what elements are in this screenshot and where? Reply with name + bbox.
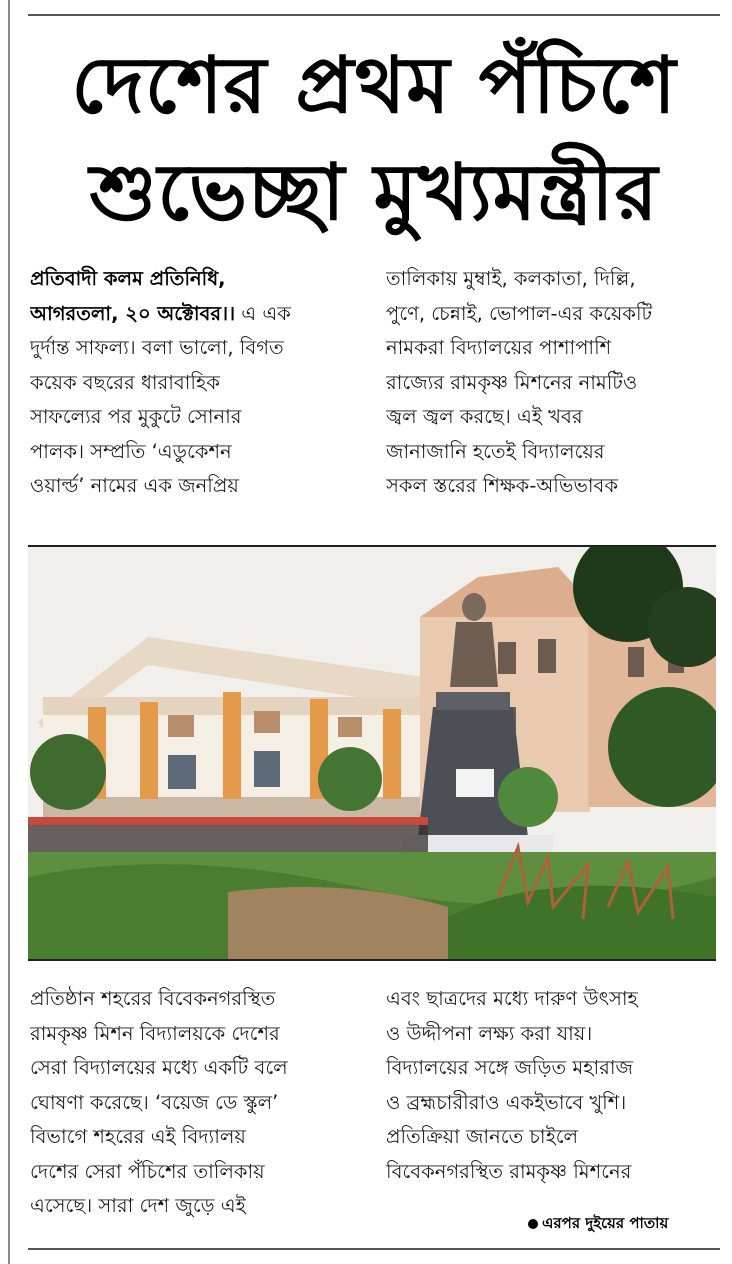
body-line: এ এক [235, 301, 291, 325]
left-margin-rule [8, 0, 10, 1264]
body-line: কয়েক বছরের ধারাবাহিক [30, 370, 220, 394]
body-line: প্রতিষ্ঠান শহরের বিবেকনগরস্থিত [30, 987, 276, 1010]
body-line: নামকরা বিদ্যালয়ের পাশাপাশি [386, 336, 612, 359]
column-bottom-left [30, 982, 366, 1224]
column-bottom-right [386, 982, 722, 1189]
photo-red-railing [28, 817, 428, 825]
body-line: রামকৃষ্ণ মিশন বিদ্যালয়কে দেশের [30, 1021, 280, 1045]
body-line: এসেছে। সারা দেশ জুড়ে এই [30, 1194, 246, 1217]
continuation-text: এরপর দুইয়ের পাতায় [542, 1214, 669, 1232]
body-line: জ্বল জ্বল করছে। এই খবর [386, 405, 583, 428]
body-line: ও উদ্দীপনা লক্ষ্য করা যায়। [386, 1021, 593, 1045]
body-line: ওয়ার্ল্ড’ নামের এক জনপ্রিয় [30, 474, 239, 497]
top-rule [28, 14, 720, 16]
body-line: ঘোষণা করেছে। ‘বয়েজ ডে স্কুল’ [30, 1090, 279, 1114]
body-line: সেরা বিদ্যালয়ের মধ্যে একটি বলে [30, 1056, 288, 1079]
headline-line-2: শুভেচ্ছা মুখ্যমন্ত্রীর [89, 148, 659, 238]
headline [28, 34, 720, 248]
body-line: এবং ছাত্রদের মধ্যে দারুণ উৎসাহ [386, 987, 638, 1010]
body-line: পুণে, চেন্নাই, ভোপাল-এর কয়েকটি [386, 301, 653, 325]
photo-fence [28, 822, 428, 852]
body-line: জানাজানি হতেই বিদ্যালয়ের [386, 439, 605, 463]
body-line: বিভাগে শহরের এই বিদ্যালয় [30, 1125, 246, 1148]
column-top-right [386, 262, 722, 504]
body-line: সাফল্যের পর মুকুটে সোনার [30, 405, 242, 428]
article-photo [28, 545, 716, 961]
byline-place-line [30, 297, 366, 332]
byline-place-date: আগরতলা, ২০ অক্টোবর।। [30, 301, 236, 325]
body-line: সকল স্তরের শিক্ষক-অভিভাবক [386, 474, 619, 497]
headline-line-1: দেশের প্রথম পঁচিশে [71, 41, 677, 131]
body-line: বিদ্যালয়ের সঙ্গে জড়িত মহারাজ [386, 1056, 633, 1079]
body-line: দুর্দান্ত সাফল্য। বলা ভালো, বিগত [30, 336, 284, 359]
column-top-left [30, 262, 366, 504]
body-line: প্রতিক্রিয়া জানতে চাইলে [386, 1125, 579, 1148]
continuation-note [528, 1212, 668, 1237]
body-line: রাজ্যের রামকৃষ্ণ মিশনের নামটিও [386, 370, 638, 394]
bottom-rule [28, 1248, 720, 1250]
body-line: ও ব্রহ্মচারীরাও একইভাবে খুশি। [386, 1090, 627, 1114]
body-line: দেশের সেরা পঁচিশের তালিকায় [30, 1159, 265, 1183]
body-line: বিবেকনগরস্থিত রামকৃষ্ণ মিশনের [386, 1159, 632, 1183]
body-line: তালিকায় মুম্বাই, কলকাতা, দিল্লি, [386, 267, 636, 290]
byline-reporter: প্রতিবাদী কলম প্রতিনিধি, [30, 267, 226, 290]
photo-garden [28, 847, 716, 959]
body-line: পালক। সম্প্রতি ‘এডুকেশন [30, 439, 232, 463]
photo-illustration [28, 547, 716, 959]
bullet-icon [528, 1219, 538, 1229]
